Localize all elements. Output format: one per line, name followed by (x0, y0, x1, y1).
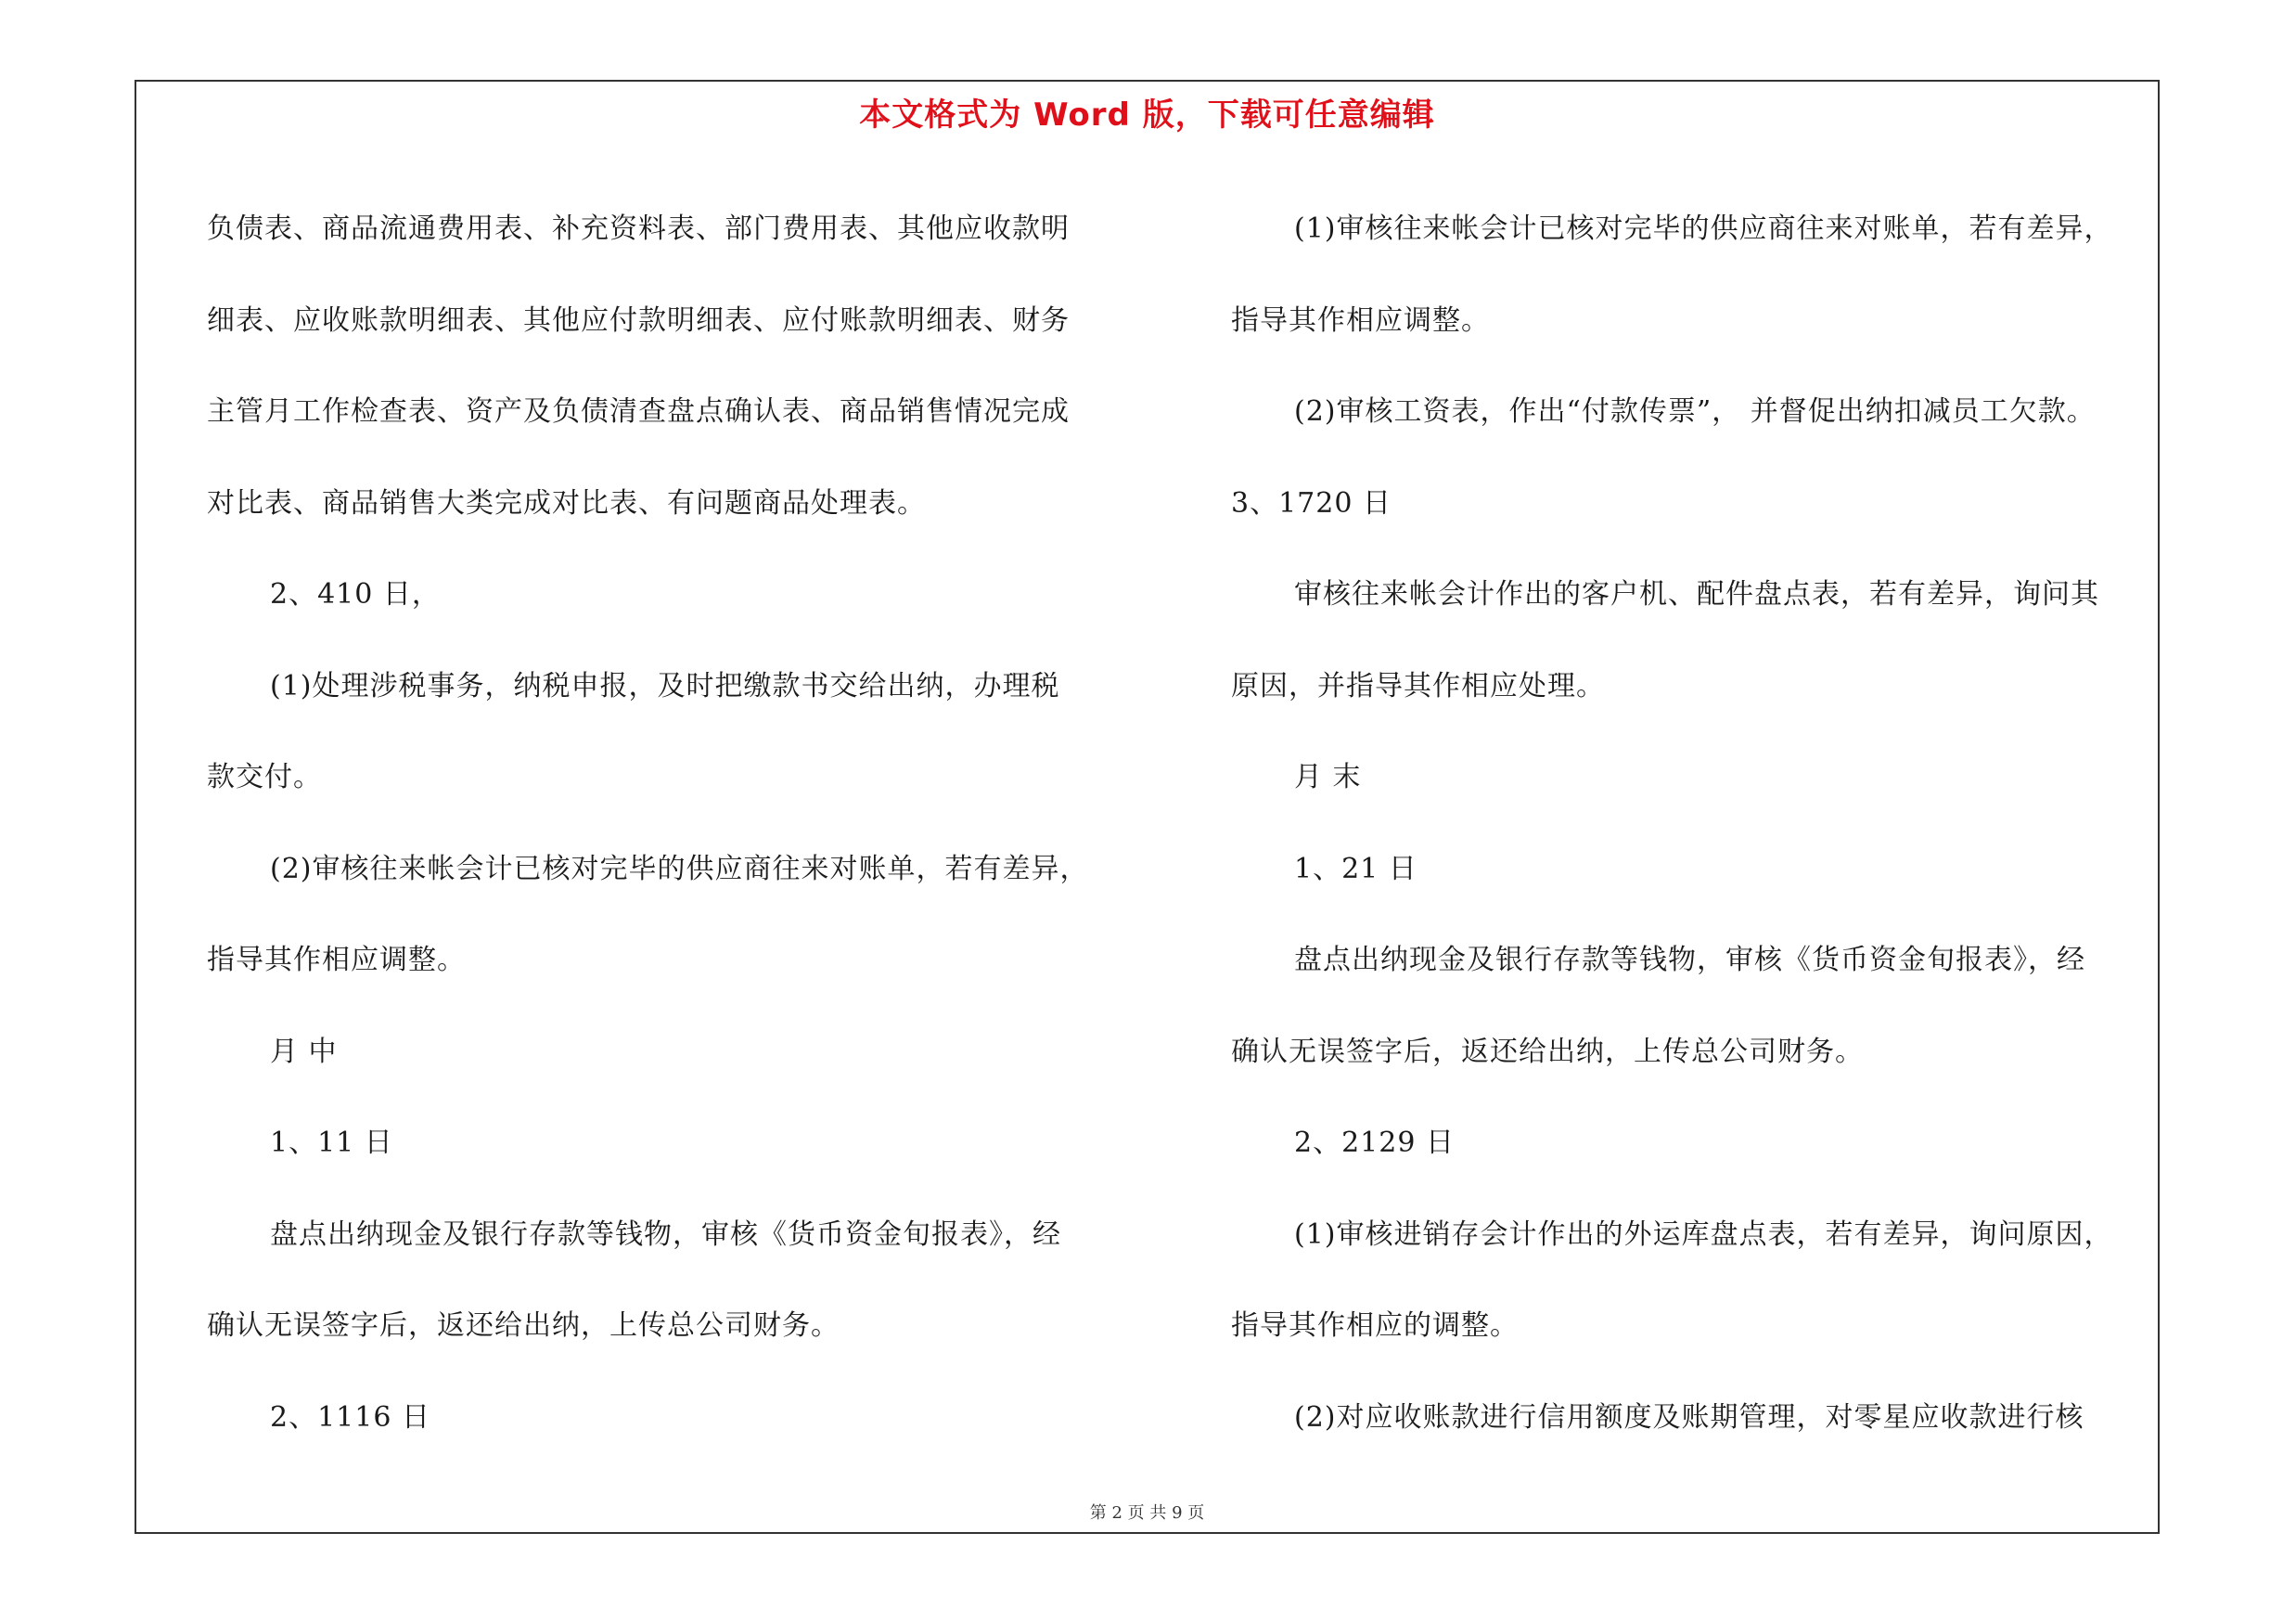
section-heading: 月 末 (1294, 761, 1362, 793)
text-line: 2、1116 日 (270, 1400, 430, 1434)
text-line: 细表、应收账款明细表、其他应付款明细表、应付账款明细表、财务 (207, 303, 1070, 337)
format-banner: 本文格式为 Word 版，下载可任意编辑 (859, 97, 1435, 134)
text-line: 主管月工作检查表、资产及负债清查盘点确认表、商品销售情况完成 (207, 395, 1070, 428)
text-line: 审核往来帐会计作出的客户机、配件盘点表，若有差异，询问其 (1294, 578, 2099, 611)
text-line: 盘点出纳现金及银行存款等钱物，审核《货币资金旬报表》，经 (270, 1217, 1061, 1251)
text-line: (1)处理涉税事务，纳税申报，及时把缴款书交给出纳，办理税 (270, 669, 1060, 702)
text-line: 2、2129 日 (1294, 1127, 1455, 1159)
text-line: 对比表、商品销售大类完成对比表、有问题商品处理表。 (207, 486, 926, 520)
text-line: 3、1720 日 (1231, 486, 1392, 520)
text-line: 指导其作相应调整。 (207, 944, 466, 976)
text-line: (2)审核工资表，作出“付款传票”， 并督促出纳扣减员工欠款。 (1294, 395, 2096, 428)
text-line: 负债表、商品流通费用表、补充资料表、部门费用表、其他应收款明 (207, 213, 1070, 245)
text-line: 指导其作相应的调整。 (1231, 1309, 1519, 1342)
text-line: 2、410 日， (270, 578, 441, 611)
text-line: 指导其作相应调整。 (1231, 303, 1490, 337)
text-line: (2)对应收账款进行信用额度及账期管理，对零星应收款进行核 (1294, 1400, 2084, 1434)
text-line: 1、21 日 (1294, 852, 1417, 885)
text-line: 盘点出纳现金及银行存款等钱物，审核《货币资金旬报表》，经 (1294, 944, 2085, 976)
right-column (1231, 184, 2168, 1463)
text-line: 1、11 日 (270, 1127, 393, 1159)
text-line: (2)审核往来帐会计已核对完毕的供应商往来对账单，若有差异， (270, 852, 1089, 885)
text-line: 原因，并指导其作相应处理。 (1231, 669, 1605, 702)
text-line: 确认无误签字后，返还给出纳，上传总公司财务。 (1231, 1035, 1864, 1068)
section-heading: 月 中 (270, 1035, 338, 1068)
text-line: (1)审核进销存会计作出的外运库盘点表，若有差异，询问原因， (1294, 1217, 2113, 1251)
page-frame (135, 80, 2160, 1534)
page-number-footer: 第 2 页 共 9 页 (1089, 1503, 1205, 1523)
left-column (207, 184, 1167, 1463)
text-line: (1)审核往来帐会计已核对完毕的供应商往来对账单，若有差异， (1294, 213, 2113, 245)
text-line: 款交付。 (207, 761, 322, 793)
text-line: 确认无误签字后，返还给出纳，上传总公司财务。 (207, 1309, 840, 1342)
